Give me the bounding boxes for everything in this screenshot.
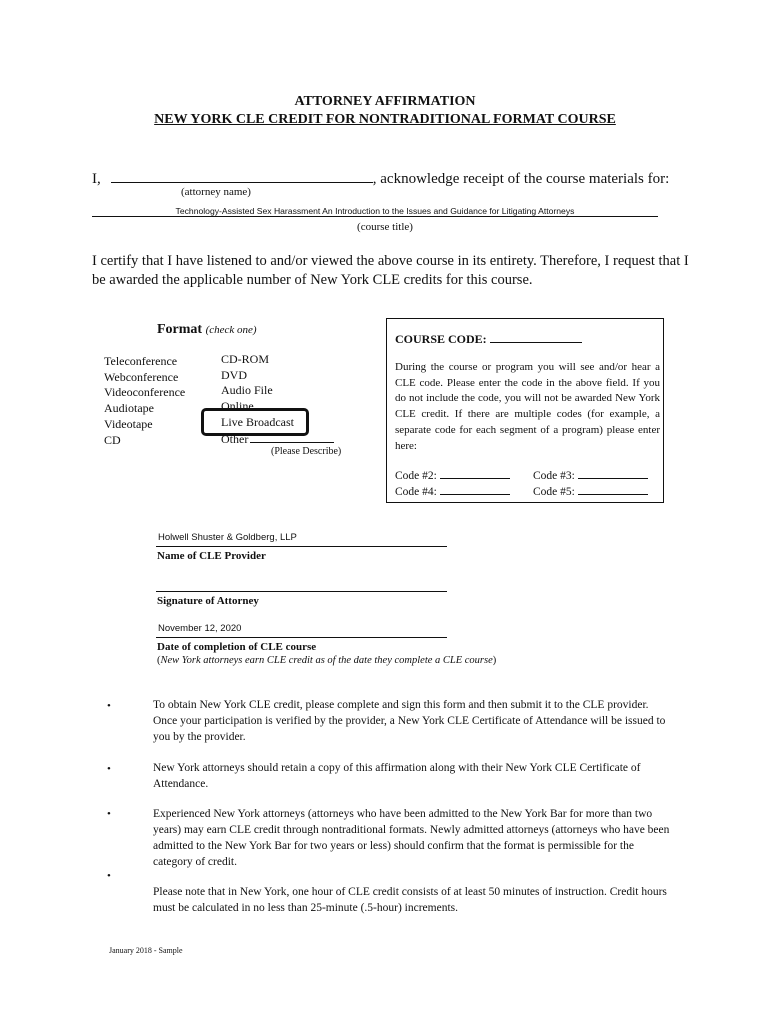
- format-option[interactable]: Audiotape: [104, 401, 154, 416]
- format-option[interactable]: Webconference: [104, 369, 179, 384]
- course-code-label: COURSE CODE:: [395, 332, 487, 346]
- format-option[interactable]: Videoconference: [104, 385, 186, 400]
- course-code-description: During the course or program you will see and/or hear a CLE code. Please enter the code in the above field. If you do not include the code, you will not be awarded New York CLE credit. If there are multiple codes (for example, a separate code for each segment of a program) please enter here:: [395, 361, 660, 452]
- cle-provider-label: Name of CLE Provider: [157, 550, 266, 562]
- format-option[interactable]: Videotape: [104, 416, 153, 431]
- form-subtitle-text: NEW YORK CLE CREDIT FOR NONTRADITIONAL FORMAT COURSE: [154, 112, 616, 127]
- ack-prefix: I,: [92, 171, 101, 187]
- format-column-1: [104, 354, 185, 448]
- format-option[interactable]: CD: [104, 432, 121, 447]
- code-5-row: [533, 484, 648, 498]
- acknowledgment-line: [92, 168, 669, 188]
- format-option[interactable]: DVD: [221, 367, 247, 382]
- format-label: Format: [157, 322, 203, 337]
- attorney-name-field[interactable]: [111, 168, 373, 183]
- completion-date-value: November 12, 2020: [158, 623, 242, 634]
- other-hint: (Please Describe): [271, 446, 342, 457]
- certification-text: I certify that I have listened to and/or viewed the above course in its entirety. Therefore, I request that I be awarded the applicable number of New York CLE credits for this course.: [92, 253, 689, 288]
- format-instruction: (check one): [205, 324, 257, 336]
- format-option[interactable]: CD-ROM: [221, 352, 270, 366]
- completion-date-label: Date of completion of CLE course: [157, 641, 317, 653]
- code-2-row: [395, 468, 510, 482]
- course-code-field[interactable]: [490, 331, 582, 343]
- attorney-signature-field[interactable]: [156, 591, 447, 592]
- selected-format-circle: [201, 408, 309, 436]
- format-option[interactable]: Audio File: [221, 383, 273, 398]
- code-4-label: Code #4:: [395, 486, 437, 498]
- form-subtitle: [0, 112, 770, 128]
- code-5-field[interactable]: [578, 484, 648, 495]
- code-5-label: Code #5:: [533, 486, 575, 498]
- code-3-row: [533, 468, 648, 482]
- code-2-field[interactable]: [440, 468, 510, 479]
- instruction-paragraph: Please note that in New York, one hour of CLE credit consists of at least 50 minutes of instruction. Credit hours must be calculated in no less than 25-minute (.5-hour) increments.: [153, 886, 667, 914]
- format-option[interactable]: Teleconference: [104, 354, 178, 368]
- course-title-label: (course title): [357, 221, 413, 233]
- cle-provider-value: Holwell Shuster & Goldberg, LLP: [158, 532, 297, 543]
- cle-provider-field[interactable]: [156, 546, 447, 547]
- code-2-label: Code #2:: [395, 470, 437, 482]
- instruction-paragraph: To obtain New York CLE credit, please complete and sign this form and then submit it to the CLE provider. Once your participation is verified by the provider, a New York CLE Certificate of Attendance will be issued to you by the provider.: [153, 699, 666, 743]
- other-label: Other: [221, 431, 249, 446]
- instruction-paragraph: Experienced New York attorneys (attorneys who have been admitted to the New York Bar for more than two years) may earn CLE credit through nontraditional formats. Newly admitted attorneys (attorneys who have been admitted to the New York Bar for two years or less) should confirm that the format is permissible for the category of credit.: [153, 808, 670, 868]
- completion-date-note: (New York attorneys earn CLE credit as of the date they complete a CLE course): [157, 655, 497, 666]
- footer-text: January 2018 - Sample: [109, 946, 183, 955]
- code-3-label: Code #3:: [533, 470, 575, 482]
- format-option[interactable]: Online: [221, 399, 254, 414]
- code-4-field[interactable]: [440, 484, 510, 495]
- bullet-icon: •: [107, 870, 111, 882]
- bullet-icon: •: [107, 700, 111, 712]
- ack-suffix: , acknowledge receipt of the course materials for:: [372, 171, 670, 187]
- format-option-live-broadcast[interactable]: Live Broadcast: [221, 414, 294, 429]
- bullet-icon: •: [107, 808, 111, 820]
- course-code-heading: [395, 331, 582, 347]
- code-4-row: [395, 484, 510, 498]
- course-title-value: Technology-Assisted Sex Harassment An Introduction to the Issues and Guidance for Litigating Attorneys: [175, 206, 575, 216]
- bullet-icon: •: [107, 763, 111, 775]
- instruction-paragraph: New York attorneys should retain a copy of this affirmation along with their New York CLE Certificate of Attendance.: [153, 762, 641, 790]
- completion-date-note-text: New York attorneys earn CLE credit as of the date they complete a CLE course: [160, 655, 493, 666]
- attorney-name-label: (attorney name): [181, 186, 251, 198]
- format-heading: [157, 322, 257, 338]
- completion-date-field[interactable]: [156, 637, 447, 638]
- code-3-field[interactable]: [578, 468, 648, 479]
- attorney-signature-label: Signature of Attorney: [157, 595, 259, 607]
- form-title: ATTORNEY AFFIRMATION: [294, 94, 476, 109]
